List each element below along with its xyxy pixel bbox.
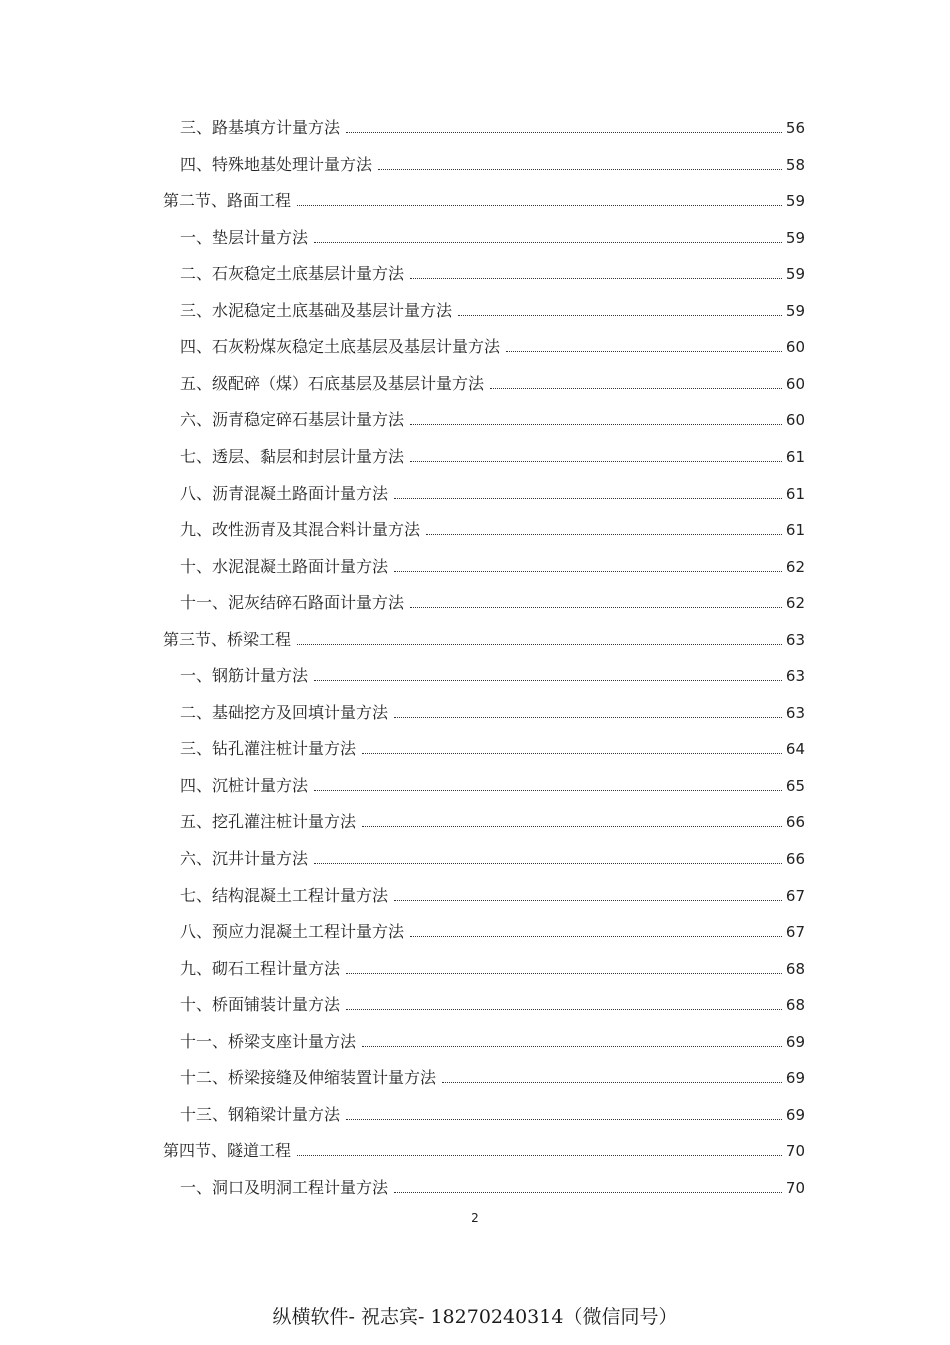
toc-entry-title: 七、结构混凝土工程计量方法 xyxy=(180,885,389,905)
toc-entry-page: 58 xyxy=(785,155,805,174)
toc-dot-leader xyxy=(314,679,782,681)
toc-dot-leader xyxy=(378,168,782,170)
toc-entry[interactable] xyxy=(180,297,805,321)
toc-entry-title: 五、级配碎（煤）石底基层及基层计量方法 xyxy=(180,373,485,393)
toc-entry[interactable] xyxy=(180,1064,805,1088)
toc-dot-leader xyxy=(410,935,782,937)
toc-entry-title: 九、砌石工程计量方法 xyxy=(180,958,341,978)
toc-dot-leader xyxy=(394,899,782,901)
toc-dot-leader xyxy=(410,460,782,462)
toc-entry[interactable] xyxy=(180,918,805,942)
toc-dot-leader xyxy=(297,204,782,206)
toc-entry-title: 一、钢筋计量方法 xyxy=(180,666,309,686)
toc-entry[interactable] xyxy=(180,735,805,759)
toc-dot-leader xyxy=(394,570,782,572)
toc-entry[interactable] xyxy=(180,845,805,869)
toc-entry[interactable] xyxy=(180,1028,805,1052)
toc-entry[interactable] xyxy=(180,370,805,394)
toc-dot-leader xyxy=(506,350,782,352)
toc-entry-title: 三、钻孔灌注桩计量方法 xyxy=(180,739,357,759)
toc-entry[interactable] xyxy=(180,1174,805,1198)
toc-entry-title: 四、沉桩计量方法 xyxy=(180,775,309,795)
toc-dot-leader xyxy=(346,1008,782,1010)
toc-section-entry[interactable] xyxy=(163,626,805,650)
toc-entry[interactable] xyxy=(180,443,805,467)
toc-entry-page: 59 xyxy=(785,265,805,284)
toc-entry-page: 63 xyxy=(785,630,805,649)
toc-entry-title: 十一、泥灰结碎石路面计量方法 xyxy=(180,593,405,613)
toc-dot-leader xyxy=(442,1081,782,1083)
page-number: 2 xyxy=(471,1211,479,1225)
toc-entry-title: 六、沉井计量方法 xyxy=(180,849,309,868)
toc-dot-leader xyxy=(346,1118,782,1120)
toc-entry-title: 十三、钢箱梁计量方法 xyxy=(180,1104,341,1124)
toc-entry-page: 59 xyxy=(785,192,805,211)
toc-dot-leader xyxy=(297,1154,782,1156)
toc-entry[interactable] xyxy=(180,699,805,723)
toc-dot-leader xyxy=(346,131,782,133)
toc-dot-leader xyxy=(394,1191,782,1193)
toc-entry-page: 66 xyxy=(785,850,805,868)
toc-dot-leader xyxy=(410,277,782,279)
toc-entry-page: 68 xyxy=(785,996,805,1015)
toc-dot-leader xyxy=(394,716,782,718)
toc-entry-title: 第四节、隧道工程 xyxy=(163,1141,292,1161)
toc-entry-page: 60 xyxy=(785,338,805,357)
toc-entry[interactable] xyxy=(180,1101,805,1125)
toc-entry-title: 六、沥青稳定碎石基层计量方法 xyxy=(180,410,405,430)
toc-entry-page: 63 xyxy=(785,703,805,722)
toc-entry-title: 八、沥青混凝土路面计量方法 xyxy=(180,483,389,503)
toc-dot-leader xyxy=(314,789,782,791)
toc-dot-leader xyxy=(426,533,782,535)
toc-section-entry[interactable] xyxy=(163,187,805,211)
toc-entry[interactable] xyxy=(180,333,805,357)
toc-entry[interactable] xyxy=(180,516,805,540)
toc-entry-page: 69 xyxy=(785,1105,805,1124)
toc-entry-title: 四、石灰粉煤灰稳定土底基层及基层计量方法 xyxy=(180,337,501,357)
toc-entry-page: 60 xyxy=(785,411,805,430)
toc-entry-page: 56 xyxy=(785,119,805,137)
toc-dot-leader xyxy=(346,972,782,974)
toc-entry-page: 59 xyxy=(785,228,805,247)
toc-entry-page: 69 xyxy=(785,1069,805,1088)
toc-entry-title: 一、垫层计量方法 xyxy=(180,227,309,247)
toc-entry-title: 八、预应力混凝土工程计量方法 xyxy=(180,922,405,942)
toc-entry[interactable] xyxy=(180,808,805,832)
toc-entry[interactable] xyxy=(180,553,805,577)
toc-entry[interactable] xyxy=(180,114,805,138)
toc-entry-page: 68 xyxy=(785,959,805,978)
toc-entry-page: 70 xyxy=(785,1142,805,1161)
toc-dot-leader xyxy=(362,752,782,754)
toc-entry-title: 十、水泥混凝土路面计量方法 xyxy=(180,556,389,576)
toc-entry-page: 66 xyxy=(785,813,805,832)
toc-entry[interactable] xyxy=(180,589,805,613)
toc-entry-page: 62 xyxy=(785,557,805,576)
footer-credit: 纵横软件- 祝志宾- 18270240314（微信同号） xyxy=(272,1306,678,1328)
toc-entry-page: 59 xyxy=(785,301,805,320)
toc-dot-leader xyxy=(458,314,782,316)
toc-entry-page: 70 xyxy=(785,1178,805,1197)
toc-entry[interactable] xyxy=(180,406,805,430)
toc-entry-title: 九、改性沥青及其混合料计量方法 xyxy=(180,520,421,540)
toc-entry[interactable] xyxy=(180,955,805,979)
toc-entry[interactable] xyxy=(180,260,805,284)
toc-dot-leader xyxy=(297,643,782,645)
toc-entry-title: 七、透层、黏层和封层计量方法 xyxy=(180,446,405,466)
toc-entry-page: 65 xyxy=(785,776,805,795)
toc-entry-title: 第二节、路面工程 xyxy=(163,191,292,211)
toc-entry-page: 64 xyxy=(785,740,805,759)
toc-entry-page: 61 xyxy=(785,521,805,540)
toc-dot-leader xyxy=(410,606,782,608)
toc-entry-title: 四、特殊地基处理计量方法 xyxy=(180,154,373,174)
toc-section-entry[interactable] xyxy=(163,1137,805,1161)
toc-entry-page: 62 xyxy=(785,594,805,613)
toc-entry-title: 第三节、桥梁工程 xyxy=(163,629,292,649)
toc-dot-leader xyxy=(362,1045,782,1047)
toc-dot-leader xyxy=(314,862,782,864)
toc-entry-page: 69 xyxy=(785,1032,805,1051)
toc-entry-title: 十、桥面铺装计量方法 xyxy=(180,995,341,1015)
toc-entry-title: 三、水泥稳定土底基础及基层计量方法 xyxy=(180,300,453,320)
toc-entry[interactable] xyxy=(180,772,805,796)
toc-entry[interactable] xyxy=(180,882,805,906)
toc-entry-title: 二、石灰稳定土底基层计量方法 xyxy=(180,264,405,284)
toc-entry-title: 十二、桥梁接缝及伸缩装置计量方法 xyxy=(180,1068,437,1088)
toc-dot-leader xyxy=(314,241,782,243)
toc-entry-title: 二、基础挖方及回填计量方法 xyxy=(180,702,389,722)
toc-entry-page: 67 xyxy=(785,923,805,942)
toc-entry[interactable] xyxy=(180,480,805,504)
toc-entry[interactable] xyxy=(180,151,805,175)
toc-entry[interactable] xyxy=(180,662,805,686)
toc-entry-page: 60 xyxy=(785,374,805,393)
toc-entry-page: 67 xyxy=(785,886,805,905)
toc-dot-leader xyxy=(394,497,782,499)
toc-entry[interactable] xyxy=(180,224,805,248)
toc-dot-leader xyxy=(362,825,782,827)
toc-entry-title: 一、洞口及明洞工程计量方法 xyxy=(180,1177,389,1197)
toc-entry-title: 五、挖孔灌注桩计量方法 xyxy=(180,812,357,832)
toc-entry-page: 63 xyxy=(785,667,805,686)
toc-entry[interactable] xyxy=(180,991,805,1015)
toc-entry-title: 十一、桥梁支座计量方法 xyxy=(180,1031,357,1051)
toc-entry-page: 61 xyxy=(785,484,805,503)
toc-dot-leader xyxy=(410,423,782,425)
toc-entry-title: 三、路基填方计量方法 xyxy=(180,118,341,137)
toc-entry-page: 61 xyxy=(785,447,805,466)
toc-dot-leader xyxy=(490,387,782,389)
